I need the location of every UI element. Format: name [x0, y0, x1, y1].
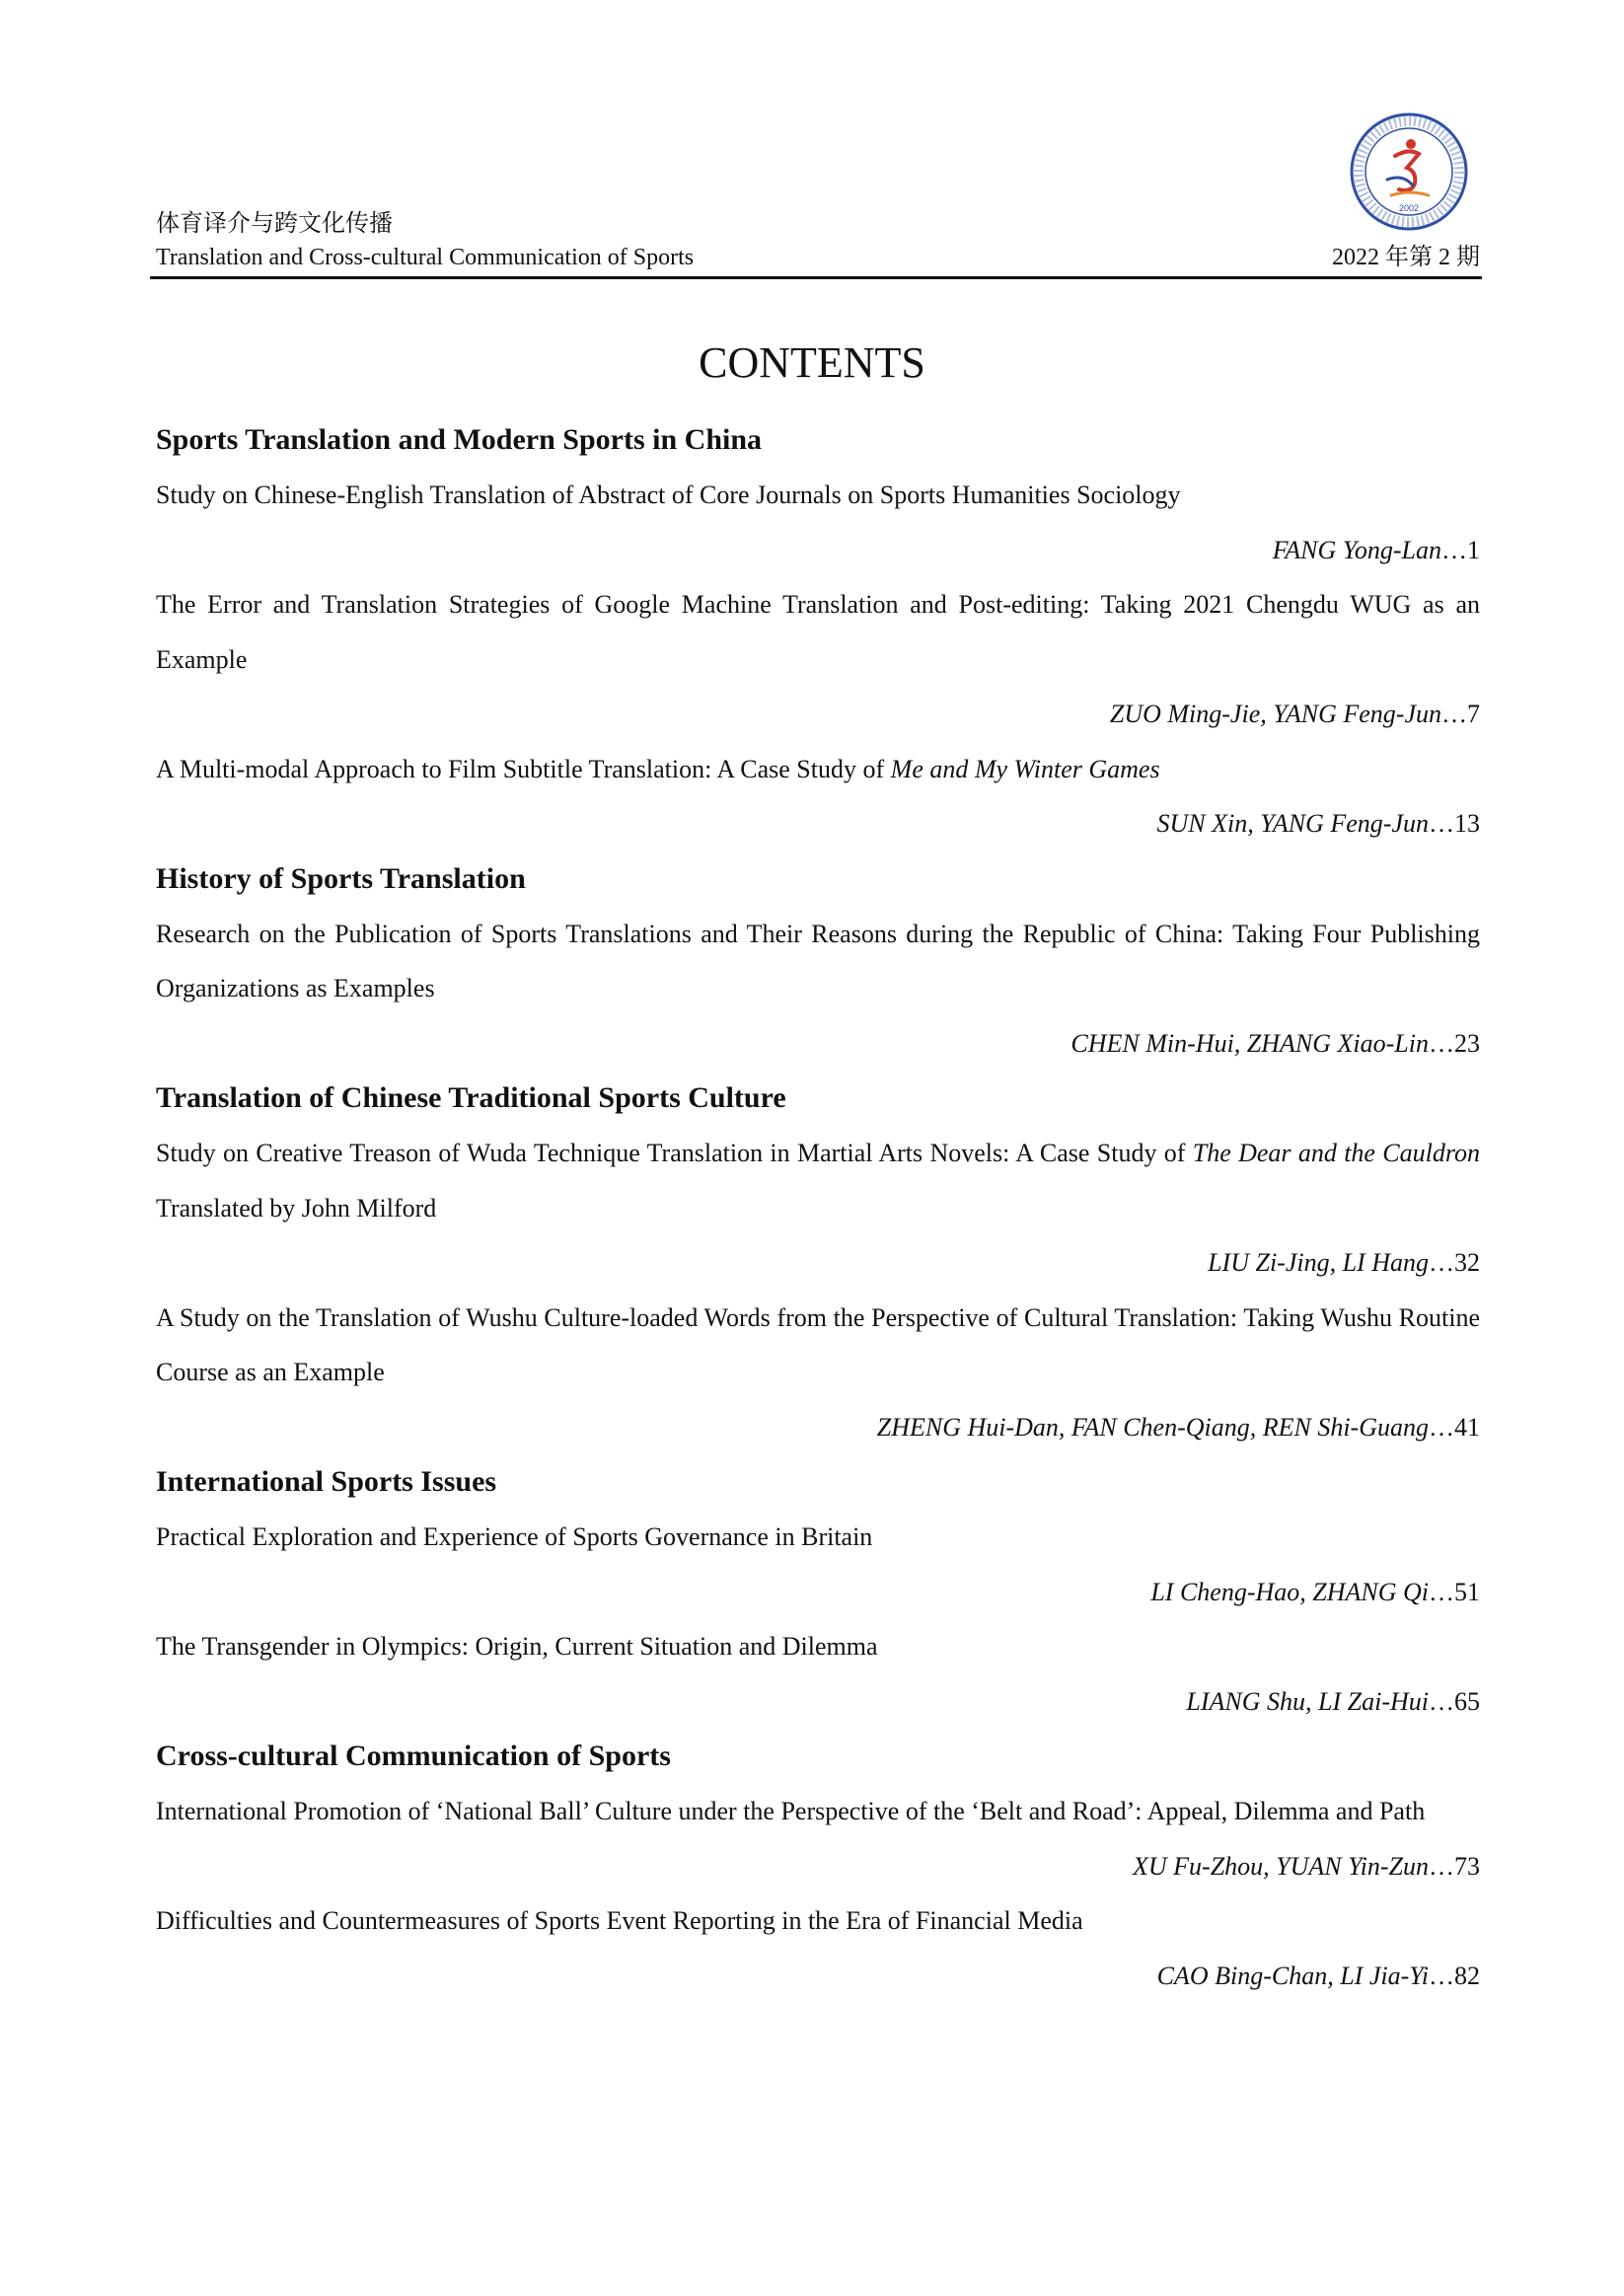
- entry-authors: [156, 1674, 1480, 1730]
- entry-title: A Study on the Translation of Wushu Culture-loaded Words from the Perspective of Cultural Translation: Taking Wushu Routine Course as an Example: [156, 1302, 1480, 1386]
- entry-authors: [156, 1565, 1480, 1620]
- toc-entry: [156, 1784, 1480, 1893]
- toc-entry: [156, 742, 1480, 852]
- entry-authors: [156, 687, 1480, 742]
- page-number: …41: [1429, 1412, 1480, 1442]
- author-names: LIU Zi-Jing, LI Hang: [1208, 1248, 1429, 1277]
- author-names: ZHENG Hui-Dan, FAN Chen-Qiang, REN Shi-Guang: [876, 1412, 1429, 1442]
- page-number: …13: [1429, 809, 1480, 838]
- header-rule: [150, 276, 1482, 279]
- section-heading: International Sports Issues: [156, 1465, 497, 1498]
- toc-entry: [156, 1291, 1480, 1455]
- logo-year: 2002: [1398, 203, 1420, 213]
- entry-title: Research on the Publication of Sports Translations and Their Reasons during the Republic of China: Taking Four Publishing Organizations as Examples: [156, 919, 1480, 1002]
- section-heading: History of Sports Translation: [156, 861, 526, 895]
- author-names: FANG Yong-Lan: [1272, 535, 1441, 564]
- toc-entry: [156, 1510, 1480, 1619]
- journal-logo-icon: [1348, 111, 1470, 233]
- journal-name-chinese: 体育译介与跨文化传播: [156, 209, 393, 237]
- page-number: …82: [1429, 1961, 1480, 1990]
- entry-title: The Error and Translation Strategies of Google Machine Translation and Post-editing: Taking 2021 Chengdu WUG as an Example: [156, 590, 1480, 674]
- entry-title: Study on Creative Treason of Wuda Technique Translation in Martial Arts Novels: A Case Study of The Dear and the Cauldron Translated by John Milford: [156, 1139, 1481, 1222]
- issue-label: 2022 年第 2 期: [1332, 245, 1480, 270]
- page-number: …23: [1429, 1028, 1480, 1058]
- page-number: …73: [1429, 1851, 1480, 1881]
- author-names: CHEN Min-Hui, ZHANG Xiao-Lin: [1070, 1028, 1429, 1058]
- entry-authors: [156, 1235, 1480, 1291]
- author-names: LI Cheng-Hao, ZHANG Qi: [1150, 1577, 1429, 1606]
- entry-title: Practical Exploration and Experience of Sports Governance in Britain: [156, 1522, 873, 1551]
- entry-title: Difficulties and Countermeasures of Sports Event Reporting in the Era of Financial Media: [156, 1906, 1083, 1935]
- author-names: SUN Xin, YANG Feng-Jun: [1156, 809, 1429, 838]
- entry-authors: [156, 1400, 1480, 1455]
- toc-entry: [156, 1893, 1480, 2003]
- entry-title: A Multi-modal Approach to Film Subtitle Translation: A Case Study of Me and My Winter Games: [156, 754, 1160, 783]
- page-number: …1: [1441, 535, 1480, 564]
- table-of-contents: [156, 412, 1480, 2003]
- author-names: LIANG Shu, LI Zai-Hui: [1186, 1686, 1429, 1716]
- page-number: …51: [1429, 1577, 1480, 1606]
- author-names: XU Fu-Zhou, YUAN Yin-Zun: [1133, 1851, 1429, 1881]
- section-heading: Sports Translation and Modern Sports in China: [156, 423, 763, 456]
- entry-title: The Transgender in Olympics: Origin, Current Situation and Dilemma: [156, 1632, 878, 1661]
- entry-authors: [156, 1016, 1480, 1072]
- journal-name-english: Translation and Cross-cultural Communication of Sports: [156, 245, 695, 270]
- toc-entry: [156, 907, 1480, 1072]
- toc-entry: [156, 1619, 1480, 1729]
- page-number: …65: [1429, 1686, 1480, 1716]
- entry-title: International Promotion of ‘National Ball’ Culture under the Perspective of the ‘Belt and Road’: Appeal, Dilemma and Path: [156, 1797, 1426, 1825]
- author-names: CAO Bing-Chan, LI Jia-Yi: [1156, 1961, 1429, 1990]
- entry-authors: [156, 1839, 1480, 1894]
- entry-authors: [156, 796, 1480, 852]
- toc-entry: [156, 577, 1480, 742]
- entry-title: Study on Chinese-English Translation of Abstract of Core Journals on Sports Humanities Sociology: [156, 481, 1181, 509]
- entry-authors: [156, 523, 1480, 578]
- toc-entry: [156, 1126, 1480, 1291]
- page-number: …32: [1429, 1248, 1480, 1277]
- section-heading: Translation of Chinese Traditional Sports Culture: [156, 1081, 786, 1114]
- page-title: CONTENTS: [699, 338, 925, 387]
- author-names: ZUO Ming-Jie, YANG Feng-Jun: [1109, 700, 1441, 728]
- section-heading: Cross-cultural Communication of Sports: [156, 1740, 671, 1772]
- toc-entry: [156, 468, 1480, 577]
- page-number: …7: [1441, 700, 1480, 728]
- entry-authors: [156, 1949, 1480, 2004]
